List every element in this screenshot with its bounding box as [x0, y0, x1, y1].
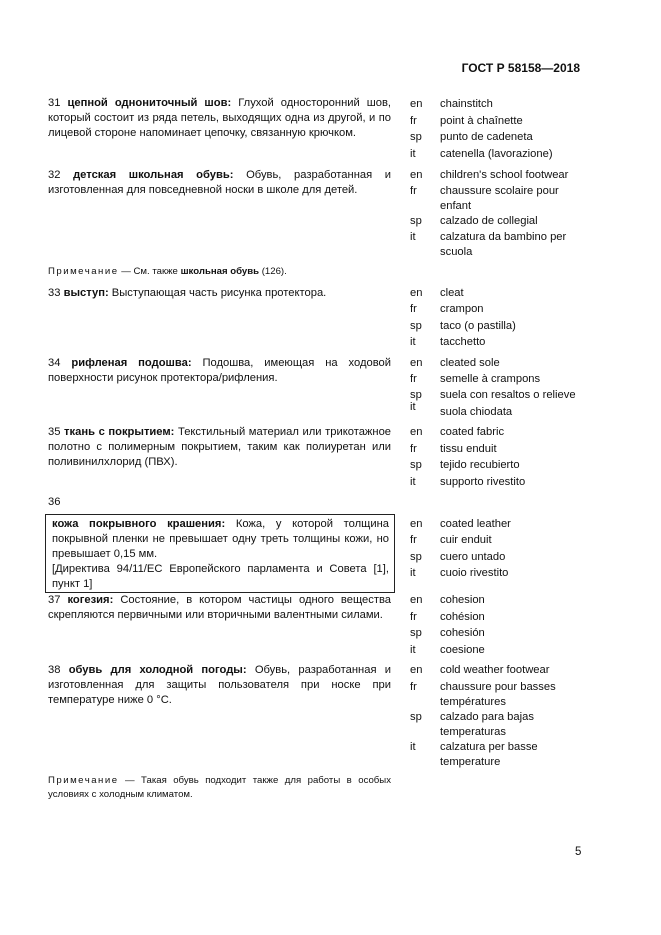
- translation: cohesion: [440, 594, 485, 606]
- term-number: 32: [48, 169, 61, 181]
- lang-code: sp: [410, 711, 422, 723]
- term: рифленая подошва:: [71, 357, 192, 369]
- term: цепной однониточный шов:: [67, 97, 232, 109]
- lang-code: en: [410, 518, 423, 530]
- translation: cuoio rivestito: [440, 567, 509, 579]
- definition-31: [48, 96, 391, 141]
- translation: cuir enduit: [440, 534, 492, 546]
- lang-code: en: [410, 287, 423, 299]
- definition-text: Обувь, разработанная и изготовленная для повседневной носки в школе для детей.: [48, 169, 392, 196]
- term: детская школьная обувь:: [73, 169, 234, 181]
- translation: semelle à crampons: [440, 373, 541, 385]
- definition-text: Состояние, в котором частицы одного вещества скрепляются первичными или вторичными валентными силами.: [48, 594, 392, 621]
- page-number: 5: [575, 846, 582, 858]
- lang-code: it: [410, 644, 416, 656]
- translation: supporto rivestito: [440, 476, 526, 488]
- definition-37: [48, 593, 391, 623]
- lang-code: it: [410, 231, 416, 243]
- definition-text: Текстильный материал или трикотажное полотно с полимерным покрытием, таким как полиуретан или поливинилхлорид (ПВХ).: [48, 426, 392, 468]
- lang-code: en: [410, 169, 423, 181]
- translation: calzado para bajas temperaturas: [440, 711, 534, 738]
- lang-code: sp: [410, 627, 422, 639]
- translation: coated leather: [440, 518, 511, 530]
- translation: calzado de collegial: [440, 215, 538, 227]
- translation: suola chiodata: [440, 406, 513, 418]
- translation: tissu enduit: [440, 443, 497, 455]
- translation: suela con resaltos o relieve: [440, 389, 576, 401]
- translation: tacchetto: [440, 336, 486, 348]
- translation: taco (o pastilla): [440, 320, 516, 332]
- definition-34: [48, 356, 391, 386]
- translation: calzatura da bambino per scuola: [440, 231, 567, 258]
- definition-reference: [Директива 94/11/ЕС Европейского парламента и Совета [1], пункт 1]: [52, 563, 389, 590]
- translation: chainstitch: [440, 98, 493, 110]
- translation: coated fabric: [440, 426, 505, 438]
- lang-code: sp: [410, 215, 422, 227]
- translation: catenella (lavorazione): [440, 148, 553, 160]
- lang-code: fr: [410, 443, 417, 455]
- term: когезия:: [67, 594, 114, 606]
- note-38: [48, 774, 391, 801]
- lang-code: it: [410, 401, 416, 413]
- translation: cleat: [440, 287, 464, 299]
- translation: cuero untado: [440, 551, 506, 563]
- standard-header: ГОСТ Р 58158—2018: [461, 61, 580, 75]
- term-number: 38: [48, 664, 61, 676]
- term-number: 31: [48, 97, 61, 109]
- translation: punto de cadeneta: [440, 131, 533, 143]
- translation: cohésion: [440, 611, 485, 623]
- translation: calzatura per basse temperature: [440, 741, 538, 768]
- term: кожа покрывного крашения:: [52, 518, 226, 530]
- lang-code: it: [410, 741, 416, 753]
- lang-code: sp: [410, 320, 422, 332]
- lang-code: it: [410, 148, 416, 160]
- lang-code: en: [410, 357, 423, 369]
- term-number: 34: [48, 357, 61, 369]
- note-32: [48, 265, 391, 279]
- lang-code: it: [410, 476, 416, 488]
- translation: cold weather footwear: [440, 664, 550, 676]
- translation: chaussure pour basses températures: [440, 681, 556, 708]
- lang-code: it: [410, 336, 416, 348]
- definition-33: [48, 286, 391, 301]
- definition-text: Глухой односторонний шов, который состоит из ряда петель, выходящих одна из другой, и по лицевой стороне напоминает цепочку, связанную крючком.: [48, 97, 392, 139]
- note-prefix: — См. также: [121, 266, 178, 277]
- translation: chaussure scolaire pour enfant: [440, 185, 559, 212]
- note-suffix: (126).: [261, 266, 287, 277]
- translation: cohesión: [440, 627, 485, 639]
- lang-code: fr: [410, 373, 417, 385]
- lang-code: fr: [410, 115, 417, 127]
- translation: children's school footwear: [440, 169, 569, 181]
- term-number: 35: [48, 426, 61, 438]
- definition-32: [48, 168, 391, 198]
- lang-code: en: [410, 664, 423, 676]
- definition-38: [48, 663, 391, 708]
- note-label: Примечание: [48, 266, 119, 277]
- definition-text: Подошва, имеющая на ходовой поверхности рисунок протектора/рифления.: [48, 357, 391, 384]
- lang-code: en: [410, 426, 423, 438]
- lang-code: it: [410, 567, 416, 579]
- lang-code: fr: [410, 534, 417, 546]
- lang-code: en: [410, 594, 423, 606]
- translation: coesione: [440, 644, 485, 656]
- definition-text: Выступающая часть рисунка протектора.: [111, 287, 327, 299]
- translation: point à chaînette: [440, 115, 523, 127]
- definition-35: [48, 425, 391, 470]
- translation: crampon: [440, 303, 484, 315]
- definition-text: Кожа, у которой толщина покрывной пленки не превышает одну треть толщины кожи, но превышает 0,15 мм.: [52, 518, 389, 560]
- term-number: 36: [48, 496, 61, 508]
- translation: tejido recubierto: [440, 459, 520, 471]
- term-number: 37: [48, 594, 61, 606]
- term: обувь для холодной погоды:: [68, 664, 247, 676]
- term: ткань с покрытием:: [64, 426, 175, 438]
- translation: cleated sole: [440, 357, 500, 369]
- lang-code: sp: [410, 551, 422, 563]
- lang-code: sp: [410, 131, 422, 143]
- lang-code: sp: [410, 459, 422, 471]
- lang-code: fr: [410, 681, 417, 693]
- lang-code: en: [410, 98, 423, 110]
- lang-code: fr: [410, 611, 417, 623]
- note-label: Примечание: [48, 775, 119, 786]
- term: выступ:: [63, 287, 109, 299]
- lang-code: fr: [410, 185, 417, 197]
- definition-text: Обувь, разработанная и изготовленная для защиты пользователя при носке при температуре ниже 0 °С.: [48, 664, 391, 706]
- lang-code: sp: [410, 389, 422, 401]
- term-number: 33: [48, 287, 61, 299]
- definition-36: [52, 517, 389, 562]
- lang-code: fr: [410, 303, 417, 315]
- note-text: — Такая обувь подходит также для работы в особых условиях с холодным климатом.: [48, 775, 391, 800]
- note-term: школьная обувь: [180, 266, 260, 277]
